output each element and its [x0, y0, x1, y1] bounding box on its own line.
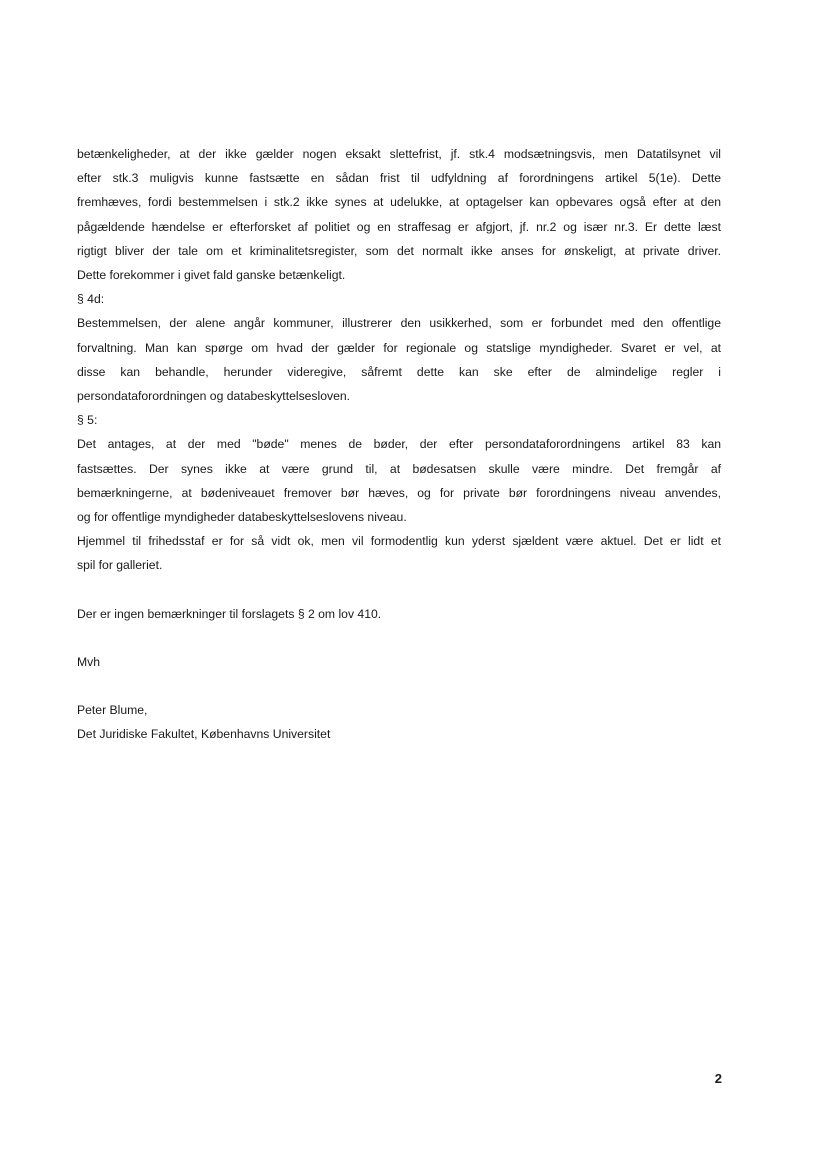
paragraph-1-line-5: rigtigt bliver der tale om et kriminalitetsregister, som det normalt ikke anses for ønskeligt, at private driver.: [77, 243, 721, 258]
section-heading-4d: § 4d:: [77, 292, 105, 307]
closing-salutation: Mvh: [77, 654, 101, 669]
paragraph-5-line-3: bemærkningerne, at bødeniveauet fremover bør hæves, og for private bør forordningens niveau anvendes,: [77, 485, 721, 500]
paragraph-1-line-2: efter stk.3 muligvis kunne fastsætte en sådan frist til udfyldning af forordningens artikel 5(1e). Dette: [77, 171, 721, 186]
signature-name: Peter Blume,: [77, 703, 148, 718]
signature-affiliation: Det Juridiske Fakultet, Københavns Universitet: [77, 727, 331, 742]
paragraph-5-line-1: Det antages, at der med "bøde" menes de bøder, der efter persondataforordningens artikel 83 kan: [77, 437, 721, 452]
paragraph-4d-line-1: Bestemmelsen, der alene angår kommuner, illustrerer den usikkerhed, som er forbundet med den offentlige: [77, 316, 721, 331]
paragraph-1-line-6: Dette forekommer i givet fald ganske betænkeligt.: [77, 268, 346, 283]
paragraph-1-line-3: fremhæves, fordi bestemmelsen i stk.2 ikke synes at udelukke, at optagelser kan opbevares også efter at den: [77, 195, 721, 210]
page-number: 2: [714, 1071, 722, 1086]
paragraph-5-line-4: og for offentlige myndigheder databeskyttelseslovens niveau.: [77, 510, 407, 525]
section-heading-5: § 5:: [77, 413, 98, 428]
paragraph-1-line-1: betænkeligheder, at der ikke gælder nogen eksakt slettefrist, jf. stk.4 modsætningsvis, men Datatilsynet vil: [77, 147, 721, 161]
paragraph-4d-line-2: forvaltning. Man kan spørge om hvad der gælder for regionale og statslige myndigheder. Svaret er vel, at: [77, 340, 721, 355]
paragraph-1-line-4: pågældende hændelse er efterforsket af politiet og en straffesag er afgjort, jf. nr.2 og især nr.3. Er dette læst: [77, 219, 721, 234]
paragraph-6-line-2: spil for galleriet.: [77, 558, 163, 573]
document-body: [77, 142, 721, 746]
paragraph-4d-line-4: persondataforordningen og databeskyttelsesloven.: [77, 389, 351, 404]
remark-paragraph: Der er ingen bemærkninger til forslagets § 2 om lov 410.: [77, 606, 382, 621]
paragraph-4d-line-3: disse kan behandle, herunder videregive, såfremt dette kan ske efter de almindelige regler i: [77, 364, 721, 379]
paragraph-6-line-1: Hjemmel til frihedsstaf er for så vidt ok, men vil formodentlig kun yderst sjældent være aktuel. Det er lidt et: [77, 534, 721, 549]
paragraph-5-line-2: fastsættes. Der synes ikke at være grund til, at bødesatsen skulle være mindre. Det fremgår af: [77, 461, 721, 476]
